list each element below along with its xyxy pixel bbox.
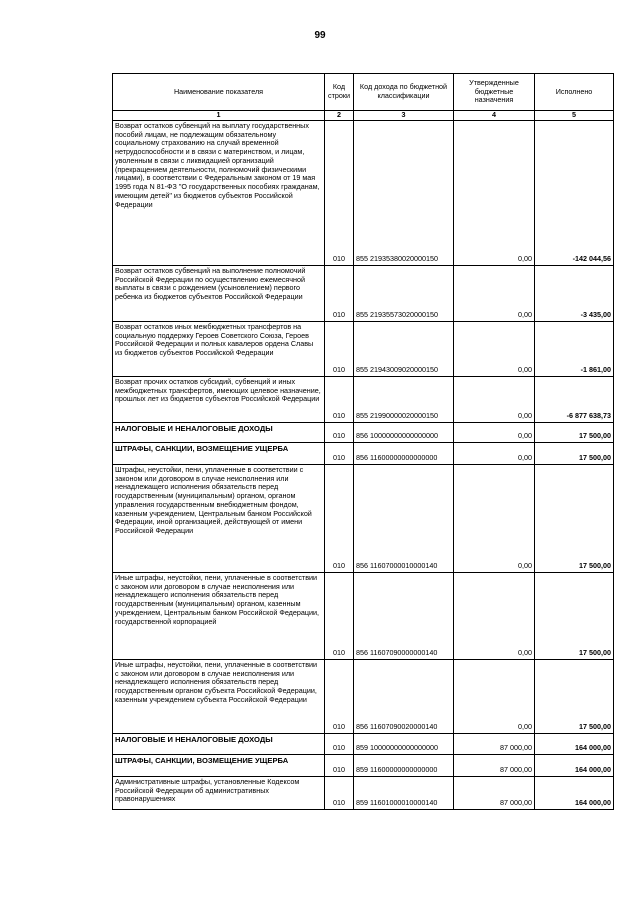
row-kbk: 855 21943009020000150 [354,321,454,376]
row-kbk: 855 21935573020000150 [354,265,454,321]
row-done: 164 000,00 [535,733,614,754]
row-name: ШТРАФЫ, САНКЦИИ, ВОЗМЕЩЕНИЕ УЩЕРБА [113,754,325,776]
table-row [113,442,614,464]
row-done: -142 044,56 [535,120,614,265]
row-done: 17 500,00 [535,572,614,659]
table-row [113,572,614,659]
row-kbk: 856 10000000000000000 [354,422,454,442]
table-row [113,776,614,809]
row-planned: 0,00 [454,120,535,265]
row-kbk: 855 21935380020000150 [354,120,454,265]
row-code: 010 [325,659,354,733]
row-done: 164 000,00 [535,754,614,776]
row-planned: 0,00 [454,376,535,422]
row-planned: 0,00 [454,572,535,659]
row-done: 17 500,00 [535,442,614,464]
row-kbk: 856 11607000010000140 [354,464,454,572]
row-done: 164 000,00 [535,776,614,809]
table-row [113,376,614,422]
row-code: 010 [325,265,354,321]
column-number: 4 [454,111,535,121]
row-done: 17 500,00 [535,422,614,442]
row-code: 010 [325,464,354,572]
row-name: НАЛОГОВЫЕ И НЕНАЛОГОВЫЕ ДОХОДЫ [113,422,325,442]
row-kbk: 859 11600000000000000 [354,754,454,776]
row-kbk: 856 11600000000000000 [354,442,454,464]
row-done: -1 861,00 [535,321,614,376]
table-row [113,321,614,376]
row-name: НАЛОГОВЫЕ И НЕНАЛОГОВЫЕ ДОХОДЫ [113,733,325,754]
row-kbk: 856 11607090000000140 [354,572,454,659]
row-code: 010 [325,422,354,442]
row-kbk: 856 11607090020000140 [354,659,454,733]
column-number-row [113,111,614,121]
row-name: Возврат прочих остатков субсидий, субвенций и иных межбюджетных трансфертов, имеющих целевое назначение, прошлых лет из бюджетов субъектов Российской Федерации [113,376,325,422]
row-kbk: 859 10000000000000000 [354,733,454,754]
revenue-table [112,73,614,810]
row-code: 010 [325,120,354,265]
row-planned: 0,00 [454,442,535,464]
column-number: 3 [354,111,454,121]
row-kbk: 855 21990000020000150 [354,376,454,422]
row-code: 010 [325,442,354,464]
row-code: 010 [325,733,354,754]
row-planned: 0,00 [454,422,535,442]
row-name: Иные штрафы, неустойки, пени, уплаченные в соответствии с законом или договором в случае неисполнения или ненадлежащего исполнения обязательств перед государственным (муниципальным) органом, казенным учреждением, Центральным банком Российской Федерации, государственной корпорацией [113,572,325,659]
row-planned: 87 000,00 [454,754,535,776]
header-kbk: Код дохода по бюджетной классификации [354,74,454,111]
row-done: -3 435,00 [535,265,614,321]
header-code: Код строки [325,74,354,111]
header-name: Наименование показателя [113,74,325,111]
row-name: ШТРАФЫ, САНКЦИИ, ВОЗМЕЩЕНИЕ УЩЕРБА [113,442,325,464]
row-planned: 87 000,00 [454,733,535,754]
row-name: Возврат остатков субвенций на выполнение полномочий Российской Федерации по осуществлению ежемесячной выплаты в связи с рождением (усыновлением) первого ребенка из бюджетов субъектов Российской Федерации [113,265,325,321]
table-row [113,733,614,754]
table-row [113,464,614,572]
row-planned: 0,00 [454,464,535,572]
row-name: Иные штрафы, неустойки, пени, уплаченные в соответствии с законом или договором в случае неисполнения или ненадлежащего исполнения обязательств перед государственным органом субъекта Российской Федерации, казенным учреждением субъекта Российской Федерации [113,659,325,733]
row-done: 17 500,00 [535,464,614,572]
row-code: 010 [325,572,354,659]
header-done: Исполнено [535,74,614,111]
row-code: 010 [325,754,354,776]
row-done: 17 500,00 [535,659,614,733]
row-name: Административные штрафы, установленные Кодексом Российской Федерации об административных правонарушениях [113,776,325,809]
row-name: Штрафы, неустойки, пени, уплаченные в соответствии с законом или договором в случае неисполнения или ненадлежащего исполнения обязательств перед государственным (муниципальным) органом, органом управления государственным внебюджетным фондом, казенным учреждением, Центральным банком Российской Федерации, иной организацией, действующей от имени Российской Федерации [113,464,325,572]
header-planned: Утвержденные бюджетные назначения [454,74,535,111]
row-planned: 0,00 [454,321,535,376]
table-row [113,754,614,776]
page-number: 99 [314,30,326,41]
row-kbk: 859 11601000010000140 [354,776,454,809]
row-name: Возврат остатков субвенций на выплату государственных пособий лицам, не подлежащим обязательному социальному страхованию на случай временной нетрудоспособности и в связи с материнством, и лицам, уволенным в связи с ликвидацией организаций (прекращением деятельности, полномочий физическими лицами), в соответствии с Федеральным законом от 19 мая 1995 года N 81-ФЗ "О государственных пособиях гражданам, имеющим детей" из бюджетов субъектов Российской Федерации [113,120,325,265]
header-row [113,74,614,111]
column-number: 2 [325,111,354,121]
row-done: -6 877 638,73 [535,376,614,422]
row-name: Возврат остатков иных межбюджетных трансфертов на социальную поддержку Героев Советского Союза, Героев Российской Федерации и полных кавалеров ордена Славы из бюджетов субъектов Российской Федерации [113,321,325,376]
column-number: 5 [535,111,614,121]
row-planned: 0,00 [454,265,535,321]
row-code: 010 [325,776,354,809]
table-row [113,120,614,265]
table-row [113,265,614,321]
table-row [113,659,614,733]
row-code: 010 [325,376,354,422]
row-planned: 87 000,00 [454,776,535,809]
row-planned: 0,00 [454,659,535,733]
row-code: 010 [325,321,354,376]
column-number: 1 [113,111,325,121]
table-row [113,422,614,442]
